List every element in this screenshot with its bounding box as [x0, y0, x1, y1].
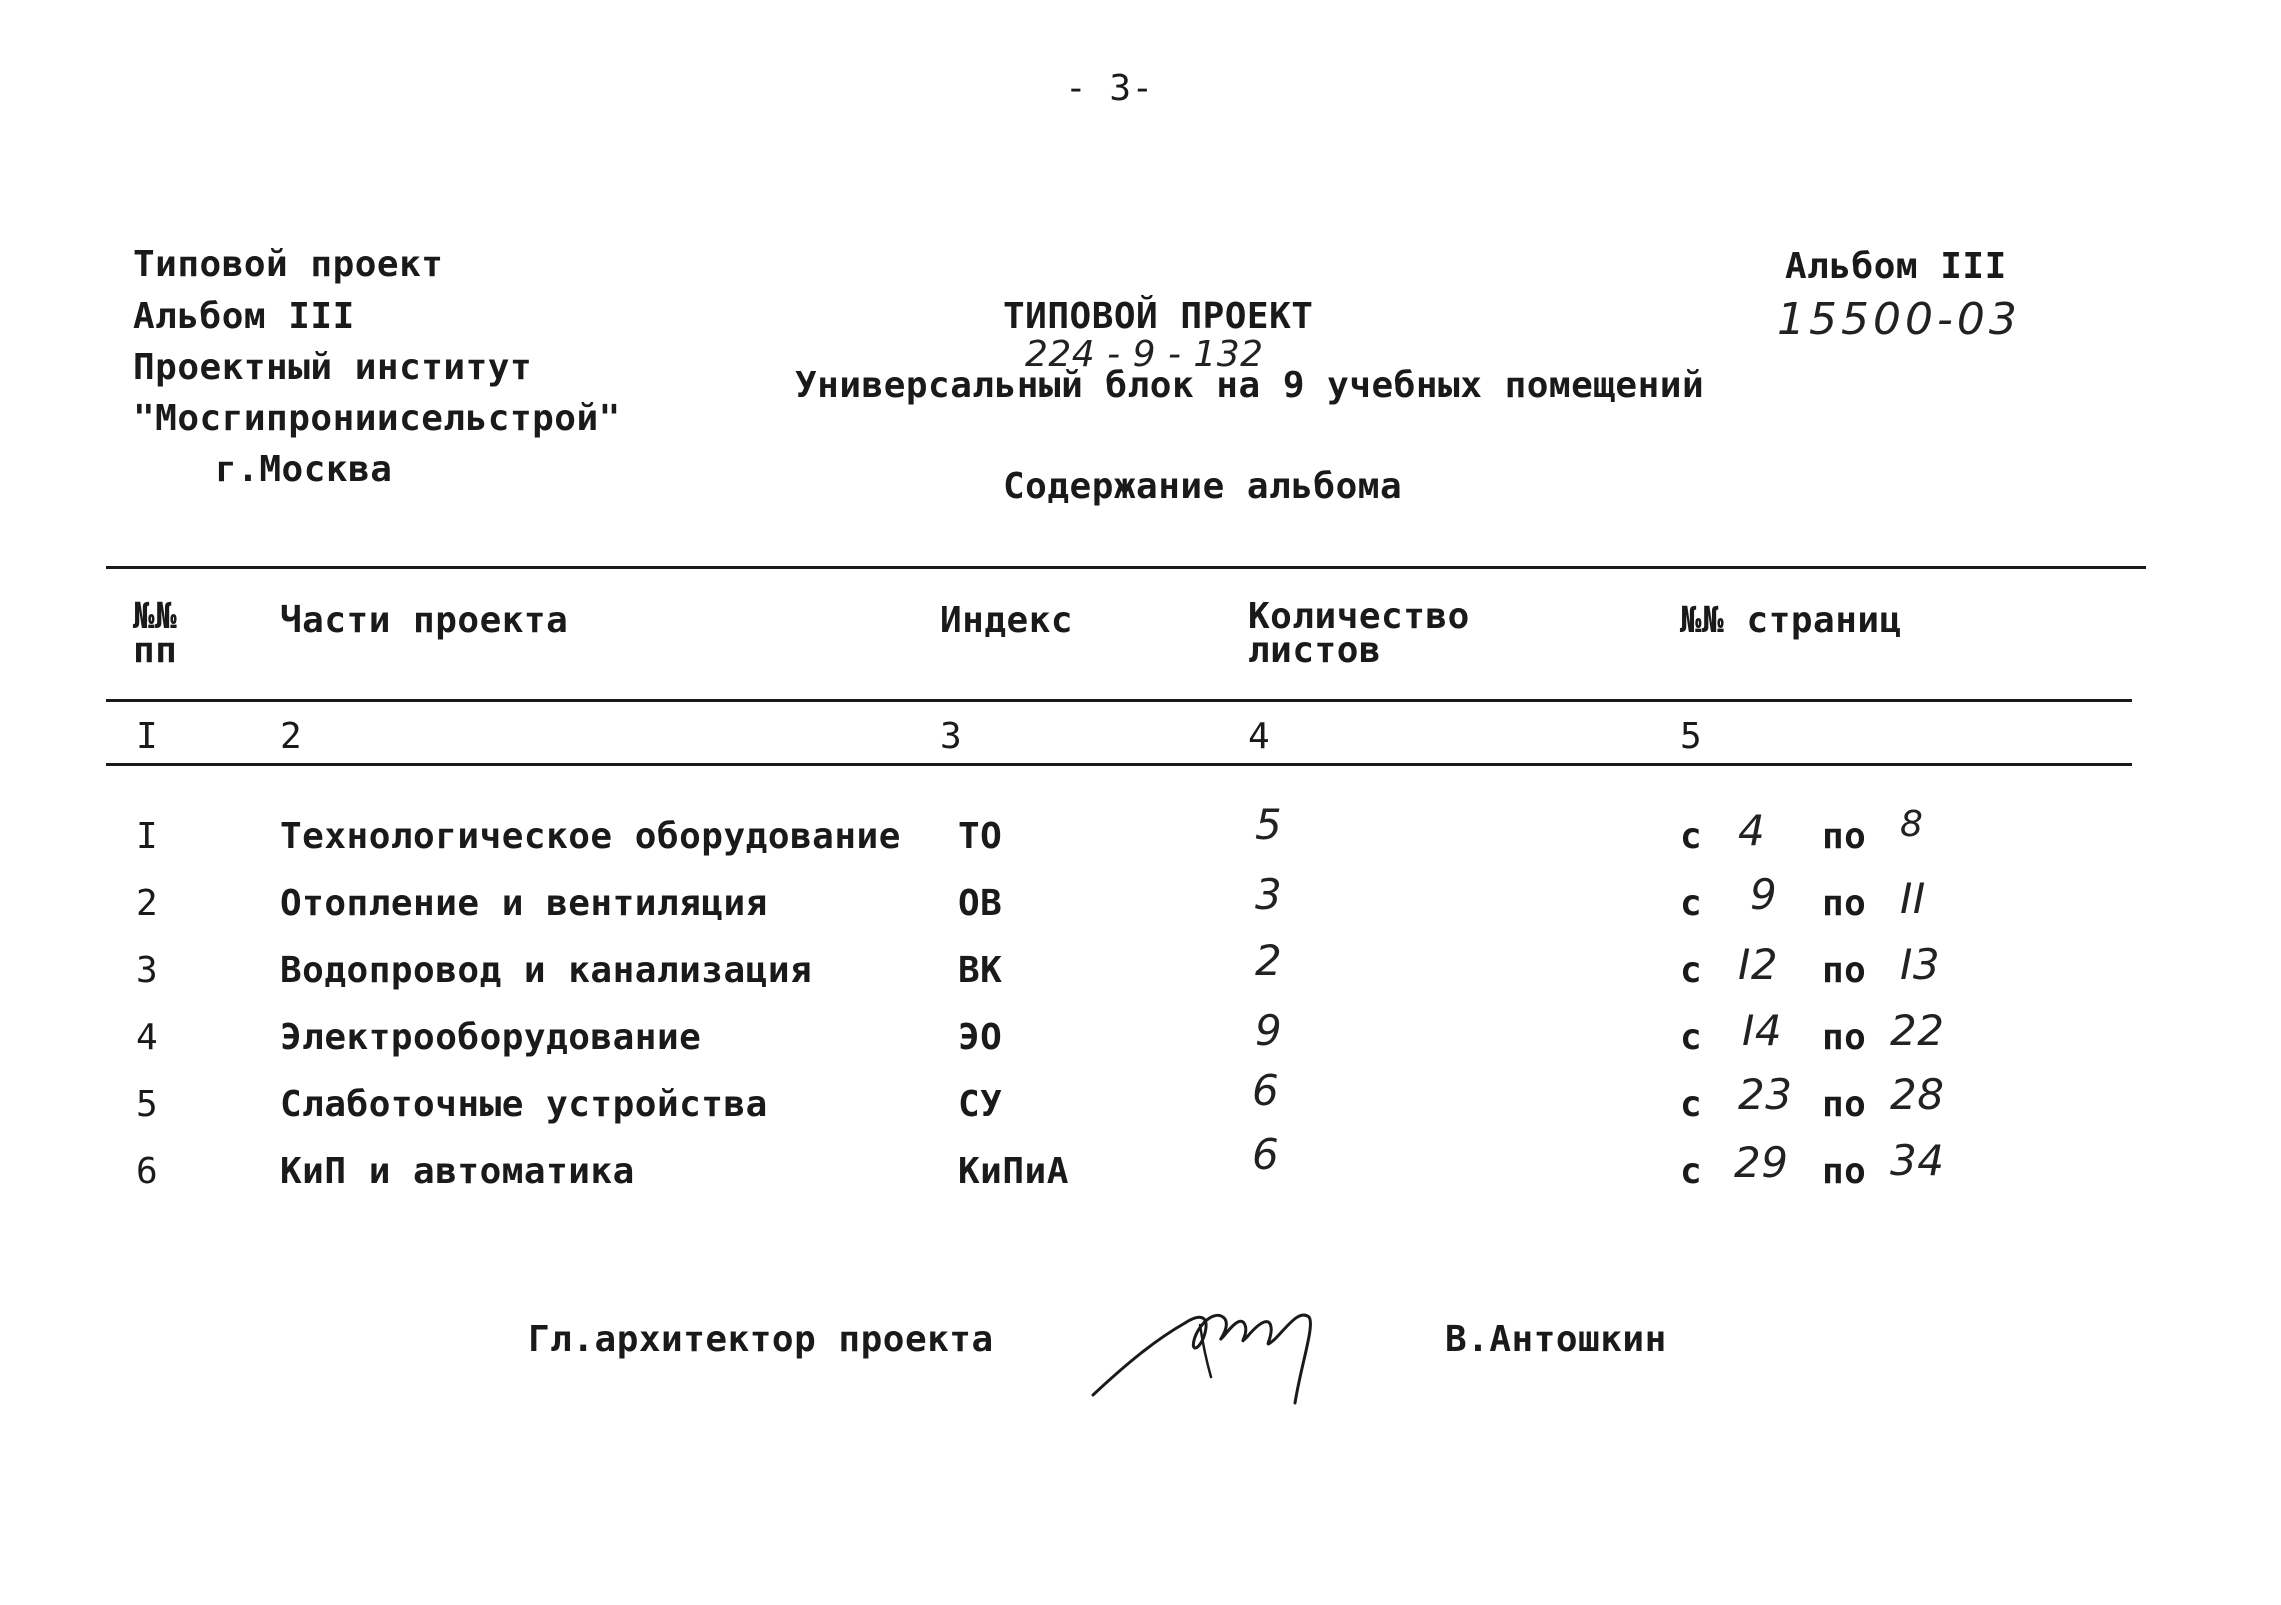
table-top-rule [106, 566, 2146, 569]
row-from: 4 [1738, 806, 1766, 855]
row-number: I [136, 816, 159, 857]
row-part: Водопровод и канализация [280, 950, 813, 991]
row-index: КиПиА [958, 1151, 1069, 1192]
row-to-prefix: по [1822, 1017, 1867, 1058]
row-count: 9 [1255, 1006, 1283, 1055]
architect-name: В.Антошкин [1445, 1319, 1667, 1360]
project-type-label: Типовой проект [133, 244, 444, 285]
header-col-index: Индекс [940, 600, 1074, 641]
row-from-prefix: с [1680, 1084, 1703, 1125]
row-from: I2 [1738, 940, 1779, 989]
row-index: СУ [958, 1084, 1003, 1125]
header-col-number: №№ пп [133, 596, 178, 671]
row-to: II [1900, 874, 1926, 923]
row-to: I3 [1900, 940, 1941, 989]
row-part: КиП и автоматика [280, 1151, 635, 1192]
row-index: ВК [958, 950, 1003, 991]
row-from: I4 [1742, 1006, 1783, 1055]
colnum-5: 5 [1680, 716, 1703, 757]
colnum-1: I [136, 716, 159, 757]
row-to-prefix: по [1822, 1084, 1867, 1125]
signature-image [1085, 1285, 1335, 1410]
row-count: 5 [1255, 800, 1283, 849]
header-bottom-rule [106, 699, 2132, 702]
row-count: 2 [1255, 936, 1283, 985]
row-count: 6 [1252, 1066, 1280, 1115]
colnum-bottom-rule [106, 763, 2132, 766]
architect-role: Гл.архитектор проекта [528, 1319, 994, 1360]
project-title: ТИПОВОЙ ПРОЕКТ [1003, 296, 1314, 337]
row-to: 22 [1890, 1006, 1945, 1055]
row-part: Отопление и вентиляция [280, 883, 768, 924]
institute-name: "Мосгипрониисельстрой" [133, 398, 621, 439]
row-part: Слаботочные устройства [280, 1084, 768, 1125]
album-number: 15500-03 [1777, 294, 2021, 345]
row-index: ОВ [958, 883, 1003, 924]
row-to: 8 [1900, 804, 1924, 845]
institute-label: Проектный институт [133, 347, 533, 388]
row-number: 2 [136, 883, 159, 924]
row-to: 28 [1890, 1070, 1945, 1119]
row-from: 9 [1750, 870, 1778, 919]
row-from-prefix: с [1680, 950, 1703, 991]
colnum-4: 4 [1248, 716, 1271, 757]
row-to-prefix: по [1822, 1151, 1867, 1192]
header-col-count: Количество листов [1248, 596, 1470, 671]
row-number: 3 [136, 950, 159, 991]
row-to-prefix: по [1822, 950, 1867, 991]
row-index: ЭО [958, 1017, 1003, 1058]
row-number: 4 [136, 1017, 159, 1058]
row-number: 6 [136, 1151, 159, 1192]
page-number: - 3- [1065, 68, 1154, 109]
row-part: Технологическое оборудование [280, 816, 901, 857]
right-album-label: Альбом III [1785, 246, 2007, 287]
row-from-prefix: с [1680, 1017, 1703, 1058]
row-part: Электрооборудование [280, 1017, 702, 1058]
row-count: 6 [1252, 1130, 1280, 1179]
album-label: Альбом III [133, 296, 355, 337]
row-to-prefix: по [1822, 816, 1867, 857]
project-subtitle: Универсальный блок на 9 учебных помещений [795, 365, 1705, 406]
row-to: 34 [1890, 1136, 1945, 1185]
colnum-2: 2 [280, 716, 303, 757]
row-count: 3 [1255, 870, 1283, 919]
row-number: 5 [136, 1084, 159, 1125]
row-from-prefix: с [1680, 883, 1703, 924]
colnum-3: 3 [940, 716, 963, 757]
section-title: Содержание альбома [1003, 466, 1403, 507]
header-col-parts: Части проекта [280, 600, 569, 641]
row-to-prefix: по [1822, 883, 1867, 924]
city-label: г.Москва [215, 449, 393, 490]
row-from-prefix: с [1680, 816, 1703, 857]
row-from: 29 [1734, 1138, 1789, 1187]
row-index: ТО [958, 816, 1003, 857]
project-code: 224 - 9 - 132 [1025, 334, 1264, 375]
row-from: 23 [1738, 1070, 1793, 1119]
row-from-prefix: с [1680, 1151, 1703, 1192]
header-col-pages: №№ страниц [1680, 600, 1902, 641]
